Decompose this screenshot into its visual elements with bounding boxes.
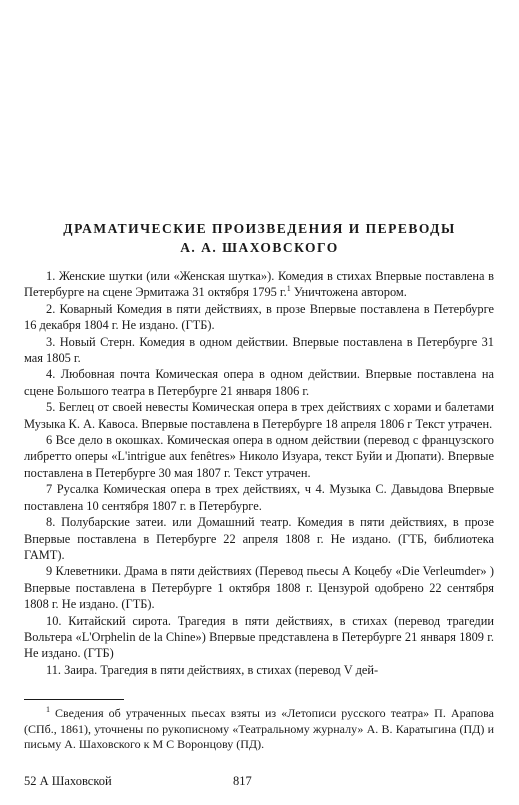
heading-line-2: А. А. ШАХОВСКОГО [180,240,339,255]
footnote [24,706,494,753]
footnote-mark: 1 [46,705,50,714]
work-entry-2: 2. Коварный Комедия в пяти действиях, в прозе Впервые поставлена в Петербурге 16 декабря 1804 г. Не издано. (ГТБ). [24,301,494,333]
work-entry-7: 7 Русалка Комическая опера в трех действиях, ч 4. Музыка С. Давыдова Впервые поставлена 10 сентября 1807 г. в Петербурге. [24,482,494,513]
work-entry-1 [24,268,494,301]
printer-signature: 52 А Шаховской [24,774,112,788]
footnote-divider [24,699,124,700]
work-entry-4: 4. Любовная почта Комическая опера в одном действии. Впервые поставлена на сцене Большого театра в Петербурге 21 января 1806 г. [24,367,494,398]
section-heading [0,219,519,257]
work-entry-1-text: 1. Женские шутки (или «Женская шутка»). Комедия в стихах Впервые поставлена в Петербурге на сцене Эрмитажа 31 октября 1795 г. [24,269,494,300]
footnote-text: Сведения об утраченных пьесах взяты из «Летописи русского театра» П. Арапова (СПб., 1861), уточнены по рукописному «Театральному журналу» А. В. Каратыгина (ПД) и письму А. Шаховского к М С Воронцову (ПД). [24,706,494,751]
work-entry-6: 6 Все дело в окошках. Комическая опера в одном действии (перевод с французского либретто оперы «L'intrigue aux fenêtres» Николо Изуара, текст Буйи и Дюпати). Впервые поставлена в Петербурге 30 мая 1807 г. Текст утрачен. [24,433,494,480]
work-entry-8: 8. Полубарские затеи. или Домашний театр. Комедия в пяти действиях, в прозе Впервые поставлена в Петербурге 22 апреля 1808 г. Не издано. (ГТБ, библиотека ГАМТ). [24,515,494,562]
work-entry-9: 9 Клеветники. Драма в пяти действиях (Перевод пьесы А Коцебу «Die Verleumder» ) Впервые поставлена в Петербурге 1 октября 1808 г. Цензурой одобрено 22 сентября 1808 г. Не издано. (ГТБ). [24,564,494,612]
work-entry-5: 5. Беглец от своей невесты Комическая опера в трех действиях с хорами и балетами Музыка К. А. Кавоса. Впервые поставлена в Петербурге 18 апреля 1806 г Текст утрачен. [24,400,494,431]
work-entry-11: 11. Заира. Трагедия в пяти действиях, в стихах (перевод V дей- [46,662,379,677]
work-entry-1-tail: Уничтожена автором. [290,285,407,300]
page-number: 817 [233,774,252,788]
works-list [24,268,494,678]
heading-line-1: ДРАМАТИЧЕСКИЕ ПРОИЗВЕДЕНИЯ И ПЕРЕВОДЫ [63,221,456,236]
work-entry-3: 3. Новый Стерн. Комедия в одном действии. Впервые поставлена в Петербурге 31 мая 1805 г. [24,334,494,366]
footnote-ref: 1 [286,284,291,294]
work-entry-10: 10. Китайский сирота. Трагедия в пяти действиях, в стихах (перевод трагедии Вольтера «L'Orphelin de la Chine») Впервые представлена в Петербурге 21 января 1809 г. Не издано. (ГТБ) [24,613,494,661]
